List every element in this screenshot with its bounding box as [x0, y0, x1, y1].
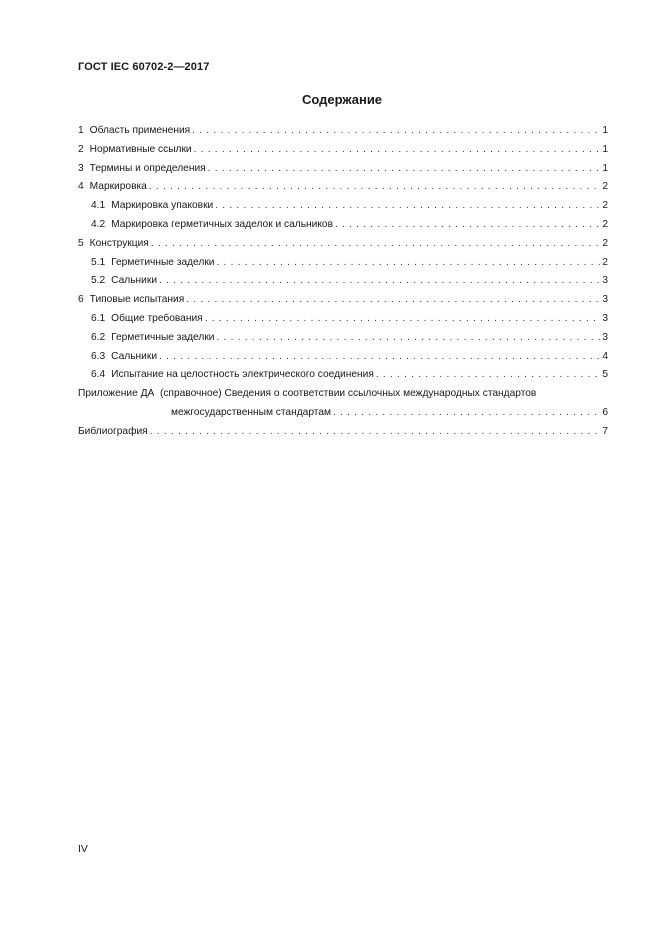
toc-entry-label: Маркировка: [89, 181, 147, 193]
toc-entry-page: 4: [602, 350, 608, 362]
toc-leader-dots: [213, 197, 601, 216]
toc-entry-page: 2: [602, 218, 608, 230]
toc-entry-5-1: [78, 254, 608, 273]
toc-leader-dots: [374, 366, 601, 385]
toc-entry-page: 3: [602, 294, 608, 306]
toc-leader-dots: [190, 122, 601, 141]
toc-entry-number: 4.1: [91, 200, 106, 212]
document-header: ГОСТ IEC 60702-2—2017: [78, 61, 210, 73]
toc-entry-label: Сальники: [111, 350, 158, 362]
toc-entry-number: 1: [78, 125, 84, 136]
toc-entry-page: 2: [602, 256, 608, 268]
toc-entry-number: 6.3: [91, 350, 106, 362]
toc-leader-dots: [147, 178, 601, 197]
toc-entry-page: 1: [602, 143, 608, 155]
toc-entry-label: Общие требования: [111, 312, 203, 324]
toc-entry-page: 2: [602, 200, 608, 212]
toc-entry-number: 6.1: [91, 312, 106, 324]
toc-title: Содержание: [301, 92, 383, 107]
toc-entry-page: 3: [602, 275, 608, 287]
toc-entry-label: Библиография: [78, 425, 148, 437]
toc-leader-dots: [203, 310, 602, 329]
toc-entry-label: Область применения: [89, 125, 191, 136]
toc-entry-bibliography: [78, 423, 608, 442]
table-of-contents: [78, 122, 608, 442]
toc-leader-dots: [184, 291, 601, 310]
toc-entry-label: Герметичные заделки: [111, 331, 215, 343]
toc-entry-label: Маркировка герметичных заделок и сальников: [111, 218, 333, 230]
toc-entry-label: Типовые испытания: [89, 294, 185, 306]
toc-entry-label: Маркировка упаковки: [111, 200, 214, 212]
toc-entry-5: [78, 235, 608, 254]
toc-entry-6-1: [78, 310, 608, 329]
toc-entry-number: 4: [78, 181, 84, 193]
toc-entry-number: 2: [78, 143, 84, 155]
toc-entry-number: 5.1: [91, 256, 106, 268]
toc-entry-number: 6.4: [91, 369, 106, 381]
toc-entry-page: 6: [602, 406, 608, 418]
toc-entry-4-2: [78, 216, 608, 235]
toc-annex-label-continued: межгосударственным стандартам: [171, 406, 331, 418]
toc-leader-dots: [214, 254, 601, 273]
page-number: IV: [78, 843, 88, 855]
toc-leader-dots: [214, 329, 601, 348]
toc-entry-6-3: [78, 348, 608, 367]
toc-entry-label: Сальники: [111, 275, 158, 287]
toc-entry-3: [78, 160, 608, 179]
toc-entry-label: Герметичные заделки: [111, 256, 215, 268]
toc-entry-page: 3: [602, 312, 608, 324]
toc-entry-6: [78, 291, 608, 310]
toc-leader-dots: [157, 272, 601, 291]
toc-entry-label: Термины и определения: [89, 162, 206, 174]
toc-entry-label: Нормативные ссылки: [89, 143, 192, 155]
toc-entry-number: 5: [78, 237, 84, 249]
toc-leader-dots: [333, 216, 601, 235]
toc-entry-page: 1: [602, 125, 608, 136]
toc-entry-label: Испытание на целостность электрического соединения: [111, 369, 374, 381]
toc-entry-number: 3: [78, 162, 84, 174]
toc-entry-6-4: [78, 366, 608, 385]
toc-entry-page: 5: [602, 369, 608, 381]
toc-entry-number: 6.2: [91, 331, 106, 343]
toc-leader-dots: [148, 423, 602, 442]
toc-annex-line-2: [78, 404, 608, 423]
toc-leader-dots: [192, 141, 602, 160]
toc-entry-1: [78, 122, 608, 141]
toc-leader-dots: [206, 160, 602, 179]
toc-leader-dots: [157, 348, 601, 367]
toc-entry-2: [78, 141, 608, 160]
toc-entry-5-2: [78, 272, 608, 291]
toc-entry-number: 4.2: [91, 218, 106, 230]
toc-entry-4: [78, 178, 608, 197]
toc-annex-label: Приложение ДА (справочное) Сведения о соответствии ссылочных международных стандартов: [78, 388, 537, 400]
toc-entry-label: Конструкция: [89, 237, 149, 249]
toc-annex-line-1: [78, 385, 608, 404]
toc-entry-number: 6: [78, 294, 84, 306]
toc-entry-page: 2: [602, 237, 608, 249]
toc-entry-page: 2: [602, 181, 608, 193]
toc-leader-dots: [149, 235, 602, 254]
toc-entry-4-1: [78, 197, 608, 216]
toc-entry-6-2: [78, 329, 608, 348]
toc-leader-dots: [331, 404, 601, 423]
toc-entry-page: 3: [602, 331, 608, 343]
toc-entry-page: 1: [602, 162, 608, 174]
toc-entry-page: 7: [602, 425, 608, 437]
toc-entry-number: 5.2: [91, 275, 106, 287]
